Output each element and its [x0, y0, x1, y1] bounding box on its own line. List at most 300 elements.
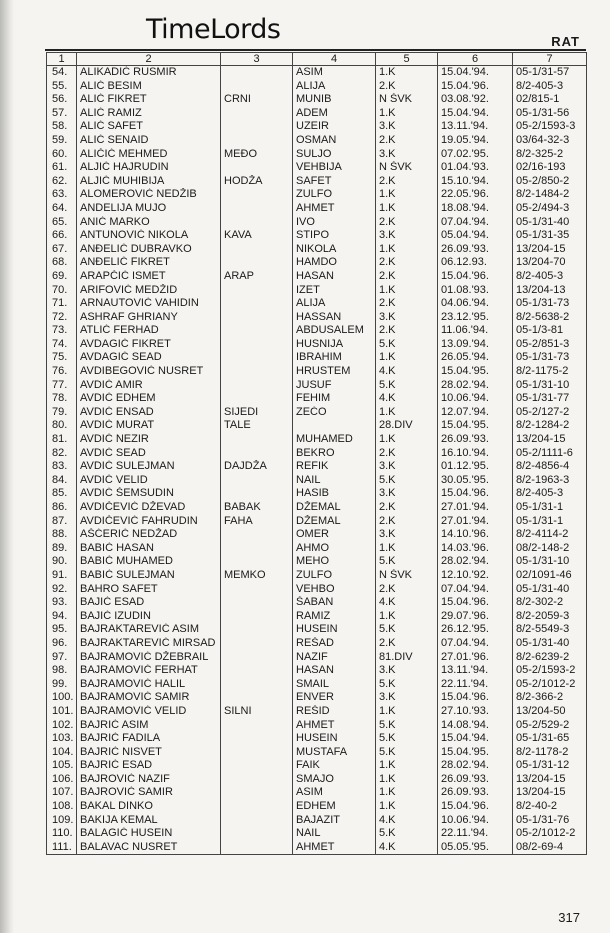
full-name-cell: ALJIĆ MUHIBIJA [77, 175, 221, 189]
row-number-cell: 79. [47, 406, 77, 420]
nickname-cell [221, 691, 293, 705]
reference-cell: 08/2-69-4 [513, 841, 587, 855]
nickname-cell [221, 284, 293, 298]
unit-cell: 1.K [376, 202, 438, 216]
date-cell: 14.08.'94. [438, 719, 513, 733]
nickname-cell [221, 583, 293, 597]
full-name-cell: ARIFOVIĆ MEDŽID [77, 284, 221, 298]
father-name-cell: REFIK [293, 460, 376, 474]
date-cell: 15.04.'95. [438, 419, 513, 433]
reference-cell: 13/204-15 [513, 773, 587, 787]
full-name-cell: BAHRO SAFET [77, 583, 221, 597]
father-name-cell: ŠABAN [293, 596, 376, 610]
date-cell: 27.01.'94. [438, 515, 513, 529]
unit-cell: 2.K [376, 515, 438, 529]
date-cell: 15.04.'94. [438, 107, 513, 121]
father-name-cell: ZULFO [293, 569, 376, 583]
date-cell: 28.02.'94. [438, 379, 513, 393]
nickname-cell [221, 447, 293, 461]
date-cell: 27.10.'93. [438, 705, 513, 719]
row-number-cell: 58. [47, 120, 77, 134]
father-name-cell: AHMET [293, 841, 376, 855]
row-number-cell: 88. [47, 528, 77, 542]
row-number-cell: 77. [47, 379, 77, 393]
full-name-cell: AVDIČEVIĆ DŽEVAD [77, 501, 221, 515]
father-name-cell: MUHAMED [293, 433, 376, 447]
unit-cell: 2.K [376, 297, 438, 311]
full-name-cell: BAKAL DINKO [77, 800, 221, 814]
father-name-cell: ZULFO [293, 188, 376, 202]
full-name-cell: AVDAGIĆ SEAD [77, 351, 221, 365]
nickname-cell [221, 338, 293, 352]
row-number-cell: 102. [47, 719, 77, 733]
date-cell: 26.05.'94. [438, 351, 513, 365]
nickname-cell [221, 351, 293, 365]
unit-cell: 5.K [376, 732, 438, 746]
full-name-cell: ALIĆ FIKRET [77, 93, 221, 107]
date-cell: 18.08.'94. [438, 202, 513, 216]
nickname-cell [221, 297, 293, 311]
row-number-cell: 107. [47, 786, 77, 800]
table-row [47, 515, 587, 529]
date-cell: 15.04.'96. [438, 596, 513, 610]
date-cell: 13.11.'94. [438, 120, 513, 134]
reference-cell: 05-2/851-3 [513, 338, 587, 352]
table-row [47, 719, 587, 733]
unit-cell: 28.DIV [376, 419, 438, 433]
date-cell: 13.11.'94. [438, 664, 513, 678]
nickname-cell: MEĐO [221, 148, 293, 162]
date-cell: 15.04.'96. [438, 487, 513, 501]
row-number-cell: 65. [47, 216, 77, 230]
reference-cell: 05-1/31-1 [513, 515, 587, 529]
father-name-cell: NAZIF [293, 651, 376, 665]
unit-cell: 3.K [376, 148, 438, 162]
nickname-cell [221, 433, 293, 447]
father-name-cell: MUSTAFA [293, 746, 376, 760]
reference-cell: 02/1091-46 [513, 569, 587, 583]
full-name-cell: BABIĆ SULEJMAN [77, 569, 221, 583]
date-cell: 22.05.'96. [438, 188, 513, 202]
row-number-cell: 59. [47, 134, 77, 148]
date-cell: 07.02.'95. [438, 148, 513, 162]
unit-cell: 1.K [376, 107, 438, 121]
reference-cell: 13/204-70 [513, 256, 587, 270]
unit-cell: 3.K [376, 460, 438, 474]
table-row [47, 243, 587, 257]
reference-cell: 13/204-15 [513, 786, 587, 800]
reference-cell: 05-1/31-12 [513, 759, 587, 773]
nickname-cell: KAVA [221, 229, 293, 243]
table-row [47, 691, 587, 705]
row-number-cell: 101. [47, 705, 77, 719]
unit-cell: 2.K [376, 270, 438, 284]
father-name-cell: HUSEIN [293, 623, 376, 637]
nickname-cell: TALE [221, 419, 293, 433]
table-row [47, 351, 587, 365]
father-name-cell: SMAJO [293, 773, 376, 787]
nickname-cell [221, 827, 293, 841]
section-label: RAT [551, 34, 580, 49]
date-cell: 15.04.'96. [438, 691, 513, 705]
full-name-cell: ATLIĆ FERHAD [77, 324, 221, 338]
reference-cell: 05-1/31-73 [513, 351, 587, 365]
full-name-cell: BAJIĆ IZUDIN [77, 610, 221, 624]
full-name-cell: AVDIĆ EDHEM [77, 392, 221, 406]
father-name-cell: VEHBO [293, 583, 376, 597]
nickname-cell [221, 392, 293, 406]
date-cell: 26.09.'93. [438, 243, 513, 257]
reference-cell: 8/2-366-2 [513, 691, 587, 705]
nickname-cell [221, 814, 293, 828]
table-row [47, 610, 587, 624]
row-number-cell: 84. [47, 474, 77, 488]
unit-cell: 1.K [376, 705, 438, 719]
reference-cell: 05-2/1111-6 [513, 447, 587, 461]
father-name-cell: RAMIZ [293, 610, 376, 624]
unit-cell: 2.K [376, 256, 438, 270]
date-cell: 19.05.'94. [438, 134, 513, 148]
table-row [47, 202, 587, 216]
father-name-cell: FAIK [293, 759, 376, 773]
reference-cell: 05-1/31-57 [513, 66, 587, 80]
table-row [47, 773, 587, 787]
table-row [47, 814, 587, 828]
full-name-cell: BAJRAMOVIĆ HALIL [77, 678, 221, 692]
unit-cell: 2.K [376, 447, 438, 461]
date-cell: 15.04.'96. [438, 80, 513, 94]
column-header-7: 7 [513, 53, 587, 66]
row-number-cell: 69. [47, 270, 77, 284]
table-row [47, 827, 587, 841]
nickname-cell: SIJEDI [221, 406, 293, 420]
full-name-cell: ALIĆ SENAID [77, 134, 221, 148]
nickname-cell [221, 664, 293, 678]
unit-cell: 2.K [376, 175, 438, 189]
reference-cell: 05-2/127-2 [513, 406, 587, 420]
row-number-cell: 61. [47, 161, 77, 175]
unit-cell: 5.K [376, 379, 438, 393]
table-row [47, 297, 587, 311]
row-number-cell: 110. [47, 827, 77, 841]
nickname-cell [221, 324, 293, 338]
reference-cell: 8/2-405-3 [513, 487, 587, 501]
date-cell: 28.02.'94. [438, 759, 513, 773]
full-name-cell: AVDIĆ ŠEMSUDIN [77, 487, 221, 501]
row-number-cell: 78. [47, 392, 77, 406]
table-row [47, 216, 587, 230]
unit-cell: 1.K [376, 433, 438, 447]
full-name-cell: AVDIBEGOVIĆ NUSRET [77, 365, 221, 379]
page-number: 317 [558, 910, 580, 925]
full-name-cell: AVDIĆ VELID [77, 474, 221, 488]
date-cell: 15.04.'95. [438, 746, 513, 760]
full-name-cell: AVDIĆ NEZIR [77, 433, 221, 447]
father-name-cell: DŽEMAL [293, 501, 376, 515]
full-name-cell: ASHRAF GHRIANY [77, 311, 221, 325]
full-name-cell: ALJIĆ HAJRUDIN [77, 161, 221, 175]
table-row [47, 365, 587, 379]
reference-cell: 8/2-6239-2 [513, 651, 587, 665]
full-name-cell: BABIĆ MUHAMED [77, 555, 221, 569]
nickname-cell [221, 800, 293, 814]
father-name-cell: HASAN [293, 270, 376, 284]
table-row [47, 270, 587, 284]
date-cell: 16.10.'94. [438, 447, 513, 461]
full-name-cell: AVDIĆ SEAD [77, 447, 221, 461]
date-cell: 15.04.'94. [438, 66, 513, 80]
row-number-cell: 108. [47, 800, 77, 814]
nickname-cell [221, 623, 293, 637]
reference-cell: 05-2/1593-3 [513, 120, 587, 134]
nickname-cell: BABAK [221, 501, 293, 515]
table-row [47, 705, 587, 719]
father-name-cell: ASIM [293, 66, 376, 80]
full-name-cell: BAJRAMOVIĆ VELID [77, 705, 221, 719]
unit-cell: 2.K [376, 134, 438, 148]
table-row [47, 786, 587, 800]
date-cell: 30.05.'95. [438, 474, 513, 488]
table-row [47, 664, 587, 678]
nickname-cell [221, 311, 293, 325]
father-name-cell: AHMET [293, 719, 376, 733]
row-number-cell: 64. [47, 202, 77, 216]
full-name-cell: BAJRAKTAREVIĆ ASIM [77, 623, 221, 637]
reference-cell: 13/204-15 [513, 433, 587, 447]
unit-cell: 5.K [376, 338, 438, 352]
date-cell: 01.04.'93. [438, 161, 513, 175]
table-row [47, 800, 587, 814]
table-row [47, 338, 587, 352]
date-cell: 15.04.'94. [438, 732, 513, 746]
row-number-cell: 68. [47, 256, 77, 270]
reference-cell: 05-1/31-76 [513, 814, 587, 828]
nickname-cell [221, 161, 293, 175]
father-name-cell: NAIL [293, 827, 376, 841]
row-number-cell: 94. [47, 610, 77, 624]
father-name-cell: STIPO [293, 229, 376, 243]
row-number-cell: 96. [47, 637, 77, 651]
nickname-cell [221, 528, 293, 542]
row-number-cell: 71. [47, 297, 77, 311]
unit-cell: 4.K [376, 392, 438, 406]
header-divider [45, 49, 586, 51]
reference-cell: 8/2-302-2 [513, 596, 587, 610]
table-row [47, 460, 587, 474]
full-name-cell: ALIĆ BESIM [77, 80, 221, 94]
table-row [47, 229, 587, 243]
date-cell: 26.09.'93. [438, 786, 513, 800]
unit-cell: 1.K [376, 610, 438, 624]
table-row [47, 487, 587, 501]
unit-cell: 3.K [376, 664, 438, 678]
full-name-cell: ALIĆ RAMIZ [77, 107, 221, 121]
father-name-cell: HASIB [293, 487, 376, 501]
table-row [47, 311, 587, 325]
row-number-cell: 104. [47, 746, 77, 760]
reference-cell: 02/16-193 [513, 161, 587, 175]
row-number-cell: 67. [47, 243, 77, 257]
table-row [47, 528, 587, 542]
full-name-cell: BALAGIĆ HUSEIN [77, 827, 221, 841]
table-row [47, 188, 587, 202]
full-name-cell: AVDIĆ AMIR [77, 379, 221, 393]
full-name-cell: BAJROVIĆ NAZIF [77, 773, 221, 787]
table-row [47, 134, 587, 148]
father-name-cell: AHMET [293, 202, 376, 216]
reference-cell: 05-1/31-77 [513, 392, 587, 406]
table-row [47, 651, 587, 665]
nickname-cell: CRNI [221, 93, 293, 107]
full-name-cell: AVDIĆ MURAT [77, 419, 221, 433]
father-name-cell: ADEM [293, 107, 376, 121]
date-cell: 15.04.'96. [438, 270, 513, 284]
date-cell: 04.06.'94. [438, 297, 513, 311]
reference-cell: 8/2-1178-2 [513, 746, 587, 760]
father-name-cell: REŠID [293, 705, 376, 719]
table-row [47, 392, 587, 406]
table-row [47, 501, 587, 515]
reference-cell: 8/2-1284-2 [513, 419, 587, 433]
unit-cell: 3.K [376, 691, 438, 705]
row-number-cell: 60. [47, 148, 77, 162]
unit-cell: 5.K [376, 474, 438, 488]
row-number-cell: 72. [47, 311, 77, 325]
table-row [47, 107, 587, 121]
row-number-cell: 57. [47, 107, 77, 121]
unit-cell: 2.K [376, 583, 438, 597]
table-row [47, 447, 587, 461]
unit-cell: 2.K [376, 324, 438, 338]
unit-cell: 1.K [376, 66, 438, 80]
father-name-cell: MUNIB [293, 93, 376, 107]
full-name-cell: ANTUNOVIĆ NIKOLA [77, 229, 221, 243]
father-name-cell: OSMAN [293, 134, 376, 148]
reference-cell: 8/2-5638-2 [513, 311, 587, 325]
unit-cell: 1.K [376, 773, 438, 787]
father-name-cell: UZEIR [293, 120, 376, 134]
full-name-cell: BAJRIĆ ESAD [77, 759, 221, 773]
date-cell: 23.12.'95. [438, 311, 513, 325]
nickname-cell [221, 841, 293, 855]
full-name-cell: ALIČIĆ MEHMED [77, 148, 221, 162]
nickname-cell [221, 746, 293, 760]
full-name-cell: ALOMEROVIĆ NEDŽIB [77, 188, 221, 202]
father-name-cell: HUSNIJA [293, 338, 376, 352]
date-cell: 26.09.'93. [438, 433, 513, 447]
nickname-cell [221, 610, 293, 624]
nickname-cell [221, 719, 293, 733]
father-name-cell: HRUSTEM [293, 365, 376, 379]
unit-cell: 2.K [376, 637, 438, 651]
table-row [47, 148, 587, 162]
table-row [47, 596, 587, 610]
nickname-cell [221, 474, 293, 488]
unit-cell: 1.K [376, 406, 438, 420]
table-row [47, 80, 587, 94]
father-name-cell: BAJAZIT [293, 814, 376, 828]
father-name-cell: DŽEMAL [293, 515, 376, 529]
reference-cell: 8/2-325-2 [513, 148, 587, 162]
unit-cell: 3.K [376, 528, 438, 542]
nickname-cell: MEMKO [221, 569, 293, 583]
father-name-cell: OMER [293, 528, 376, 542]
father-name-cell: BEKRO [293, 447, 376, 461]
unit-cell: 2.K [376, 216, 438, 230]
row-number-cell: 86. [47, 501, 77, 515]
reference-cell: 02/815-1 [513, 93, 587, 107]
unit-cell: 5.K [376, 827, 438, 841]
father-name-cell: NIKOLA [293, 243, 376, 257]
unit-cell: 1.K [376, 351, 438, 365]
full-name-cell: ANĐELIĆ FIKRET [77, 256, 221, 270]
unit-cell: 5.K [376, 678, 438, 692]
table-row [47, 379, 587, 393]
date-cell: 14.03.'96. [438, 542, 513, 556]
row-number-cell: 93. [47, 596, 77, 610]
row-number-cell: 87. [47, 515, 77, 529]
date-cell: 29.07.'96. [438, 610, 513, 624]
date-cell: 05.04.'94. [438, 229, 513, 243]
unit-cell: 1.K [376, 759, 438, 773]
reference-cell: 8/2-1484-2 [513, 188, 587, 202]
table-row [47, 161, 587, 175]
row-number-cell: 105. [47, 759, 77, 773]
reference-cell: 05-1/31-65 [513, 732, 587, 746]
row-number-cell: 76. [47, 365, 77, 379]
full-name-cell: AVDIĆ ENSAD [77, 406, 221, 420]
nickname-cell [221, 637, 293, 651]
row-number-cell: 106. [47, 773, 77, 787]
father-name-cell: ALIJA [293, 297, 376, 311]
full-name-cell: AVDIĆ SULEJMAN [77, 460, 221, 474]
father-name-cell: AHMO [293, 542, 376, 556]
full-name-cell: BAKIJA KEMAL [77, 814, 221, 828]
father-name-cell: JUSUF [293, 379, 376, 393]
father-name-cell: HASAN [293, 664, 376, 678]
reference-cell: 05-1/31-40 [513, 583, 587, 597]
date-cell: 07.04.'94. [438, 637, 513, 651]
column-header-6: 6 [438, 53, 513, 66]
reference-cell: 05-2/529-2 [513, 719, 587, 733]
page-binding-shadow [0, 0, 14, 933]
unit-cell: N ŠVK [376, 161, 438, 175]
reference-cell: 08/2-148-2 [513, 542, 587, 556]
reference-cell: 8/2-5549-3 [513, 623, 587, 637]
nickname-cell [221, 678, 293, 692]
reference-cell: 05-1/31-40 [513, 216, 587, 230]
father-name-cell [293, 419, 376, 433]
date-cell: 22.11.'94. [438, 827, 513, 841]
date-cell: 07.04.'94. [438, 216, 513, 230]
nickname-cell: ARAP [221, 270, 293, 284]
column-header-4: 4 [293, 53, 376, 66]
unit-cell: 4.K [376, 841, 438, 855]
nickname-cell [221, 256, 293, 270]
father-name-cell: IZET [293, 284, 376, 298]
full-name-cell: BABIĆ HASAN [77, 542, 221, 556]
unit-cell: N ŠVK [376, 93, 438, 107]
row-number-cell: 54. [47, 66, 77, 80]
nickname-cell [221, 202, 293, 216]
father-name-cell: HASSAN [293, 311, 376, 325]
unit-cell: 2.K [376, 501, 438, 515]
row-number-cell: 75. [47, 351, 77, 365]
ledger-body [47, 66, 587, 855]
full-name-cell: BAJRAMOVIĆ FERHAT [77, 664, 221, 678]
nickname-cell [221, 66, 293, 80]
unit-cell: 4.K [376, 365, 438, 379]
